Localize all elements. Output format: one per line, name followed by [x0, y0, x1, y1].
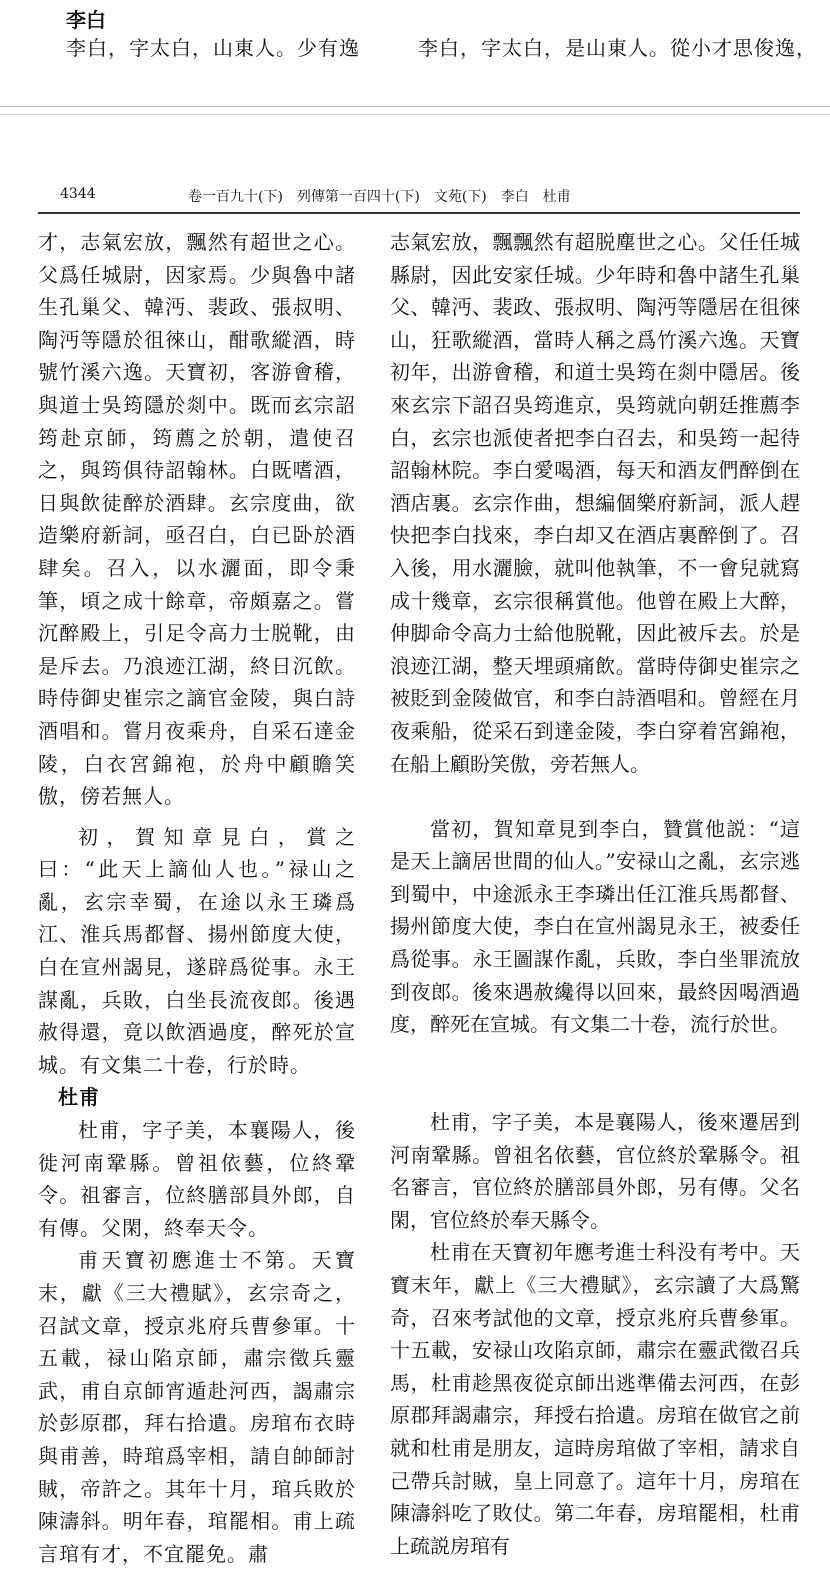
du-fu-classical-paragraph-2: 甫天寶初應進士不第。天寶末，獻《三大禮賦》，玄宗奇之，召試文章，授京兆府兵曹參軍。十五載，禄山陷京師，肅宗徵兵靈武，甫自京師宵遁赴河西，謁肅宗於彭原郡，拜右拾遺。房琯布衣時與甫善，時琯爲宰相，請自帥師討賊，帝許之。其年十月，琯兵敗於陳濤斜。明年春，琯罷相。甫上疏言琯有才，不宜罷免。肅 — [38, 1248, 356, 1566]
header-rule — [38, 212, 800, 214]
translation-column — [390, 226, 800, 1562]
li-bai-translation-paragraph-2: 當初，賀知章見到李白，贊賞他説：“這是天上謫居世間的仙人。”安禄山之亂，玄宗逃到蜀中，中途派永王李璘出任江淮兵馬都督、揚州節度大使，李白在宣州謁見永王，被委任爲從事。永王圖謀作亂，兵敗，李白坐罪流放到夜郎。後來遇赦纔得以回來，最終因喝酒過度，醉死在宣城。有文集二十卷，流行於世。 — [390, 816, 800, 1037]
du-fu-heading: 杜甫 — [58, 1085, 100, 1110]
top-left-line: 李白，字太白，山東人。少有逸 — [66, 36, 360, 60]
classical-text-column — [38, 226, 356, 1570]
li-bai-classical-paragraph-2: 初，賀知章見白，賞之曰：“此天上謫仙人也。”禄山之亂，玄宗幸蜀，在途以永王璘爲江、淮兵馬都督、揚州節度大使，白在宣州謁見，遂辟爲從事。永王謀亂，兵敗，白坐長流夜郎。後遇赦得還，竟以飲酒過度，醉死於宣城。有文集二十卷，行於時。 — [38, 824, 356, 1077]
du-fu-translation-paragraph-1: 杜甫，字子美，本是襄陽人，後來遷居到河南鞏縣。曾祖名依藝，官位終於鞏縣令。祖名審言，官位終於膳部員外郎，另有傳。父名閑，官位終於奉天縣令。 — [390, 1110, 800, 1232]
running-header: 卷一百九十(下) 列傳第一百四十(下) 文苑(下) 李白 杜甫 — [188, 189, 571, 205]
page-number: 4344 — [60, 186, 96, 202]
top-right-line: 李白，字太白，是山東人。從小才思俊逸， — [418, 36, 817, 60]
separator-line — [0, 106, 830, 107]
li-bai-classical-paragraph-1: 才，志氣宏放，飄然有超世之心。父爲任城尉，因家焉。少與魯中諸生孔巢父、韓沔、裴政、張叔明、陶沔等隱於徂徠山，酣歌縱酒，時號竹溪六逸。天寶初，客游會稽，與道士吳筠隱於剡中。既而玄宗詔筠赴京師，筠薦之於朝，遣使召之，與筠俱待詔翰林。白既嗜酒，日與飲徒醉於酒肆。玄宗度曲，欲造樂府新詞，亟召白，白已卧於酒肆矣。召入，以水灑面，即令秉筆，頃之成十餘章，帝頗嘉之。嘗沉醉殿上，引足令高力士脱靴，由是斥去。乃浪迹江湖，終日沉飲。時侍御史崔宗之謫官金陵，與白詩酒唱和。嘗月夜乘舟，自采石達金陵，白衣宮錦袍，於舟中顧瞻笑傲，傍若無人。 — [38, 230, 356, 809]
section-title-li-bai: 李白 — [66, 8, 106, 32]
li-bai-translation-paragraph-1: 志氣宏放，飄飄然有超脱塵世之心。父任任城縣尉，因此安家任城。少年時和魯中諸生孔巢父、韓沔、裴政、張叔明、陶沔等隱居在徂徠山，狂歌縱酒，當時人稱之爲竹溪六逸。天寶初年，出游會稽，和道士吳筠在剡中隱居。後來玄宗下詔召吳筠進京，吳筠就向朝廷推薦李白，玄宗也派使者把李白召去，和吳筠一起待詔翰林院。李白愛喝酒，每天和酒友們醉倒在酒店裏。玄宗作曲，想編個樂府新詞，派人趕快把李白找來，李白却又在酒店裏醉倒了。召入後，用水灑臉，就叫他執筆，不一會兒就寫成十幾章，玄宗很稱賞他。他曾在殿上大醉，伸脚命令高力士給他脱靴，因此被斥去。於是浪迹江湖，整天埋頭痛飲。當時侍御史崔宗之被貶到金陵做官，和李白詩酒唱和。曾經在月夜乘船，從采石到達金陵，李白穿着宮錦袍，在船上顧盼笑傲，旁若無人。 — [390, 230, 800, 776]
du-fu-classical-paragraph-1: 杜甫，字子美，本襄陽人，後徙河南鞏縣。曾祖依藝，位終鞏令。祖審言，位終膳部員外郎，自有傳。父閑，終奉天令。 — [38, 1118, 356, 1240]
du-fu-translation-paragraph-2: 杜甫在天寶初年應考進士科没有考中。天寶末年，獻上《三大禮賦》，玄宗讀了大爲驚奇，召來考試他的文章，授京兆府兵曹參軍。十五載，安禄山攻陷京師，肅宗在靈武徵召兵馬，杜甫趁黑夜從京師出逃準備去河西，在彭原郡拜謁肅宗，拜授右拾遺。房琯在做官之前就和杜甫是朋友，這時房琯做了宰相，請求自己帶兵討賊，皇上同意了。這年十月，房琯在陳濤斜吃了敗仗。第二年春，房琯罷相，杜甫上疏説房琯有 — [390, 1240, 800, 1558]
separator-line-2 — [0, 114, 830, 115]
